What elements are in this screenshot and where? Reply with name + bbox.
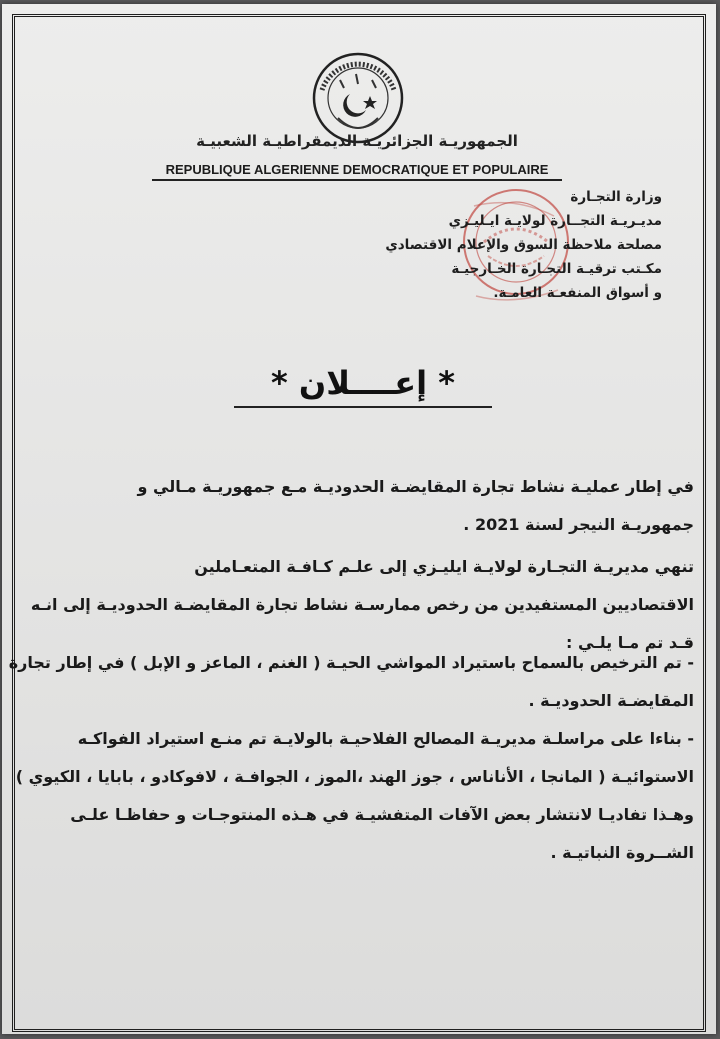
paragraph-line: الشــروة النباتيـة . — [550, 843, 694, 862]
paragraph-context — [18, 468, 694, 544]
paragraph-line: جمهوريـة النيجر لسنة 2021 . — [463, 515, 694, 534]
announcement-title: * إعــــلان * — [234, 364, 492, 408]
ministry-line: وزارة التجـارة — [570, 189, 662, 205]
paragraph-line: - بناءا على مراسلـة مديريـة المصالح الفلاحيـة بالولايـة تم منـع استيراد الفواكـه — [77, 729, 694, 748]
paragraph-line: المقايضـة الحدوديـة . — [528, 691, 694, 710]
issuing-authority-block — [302, 185, 662, 305]
paragraph-line: في إطار عمليـة نشاط تجارة المقايضـة الحدوديـة مـع جمهوريـة مـالي و — [137, 477, 694, 496]
paragraph-fruit-ban — [15, 720, 694, 872]
paragraph-line: قـد تم مـا يلـي : — [566, 633, 694, 652]
paragraph-line: الاستوائيـة ( المانجا ، الأناناس ، جوز الهند ،الموز ، الجوافـة ، لافوكادو ، بابايا ، الكيوي ) — [15, 767, 694, 786]
paragraph-line: وهـذا تفاديـا لانتشار بعض الآفات المتفشيـة في هـذه المنتوجـات و حفاظـا علـى — [70, 805, 694, 824]
announcement-title-wrap — [234, 364, 492, 408]
document-page — [2, 4, 716, 1034]
paragraph-livestock — [8, 644, 694, 720]
office-line-2: و أسواق المنفعـة العامـة. — [493, 285, 662, 301]
service-line: مصلحة ملاحظة السوق والإعلام الاقتصادي — [385, 237, 662, 253]
paragraph-line: تنهي مديريـة التجـارة لولايـة ايليـزي إلى علـم كـافـة المتعـاملين — [194, 557, 694, 576]
french-republic-heading: REPUBLIQUE ALGERIENNE DEMOCRATIQUE ET POPULAIRE — [152, 162, 562, 181]
paragraph-line: - تم الترخيص بالسماح باستيراد المواشي الحيـة ( الغنم ، الماعز و الإبل ) في إطار تجارة — [8, 653, 694, 672]
paragraph-line: الاقتصاديين المستفيدين من رخص ممارسـة نشاط تجارة المقايضـة الحدوديـة إلى انـه — [30, 595, 694, 614]
arabic-republic-heading: الجمهوريـة الجزائريـة الديمقراطيـة الشعبيـة — [196, 132, 518, 150]
directorate-line: مديـريـة التجــارة لولايـة ايـليـزي — [448, 213, 662, 229]
office-line: مكـتب ترقيـة التجـارة الخـارجيـة — [451, 261, 662, 277]
